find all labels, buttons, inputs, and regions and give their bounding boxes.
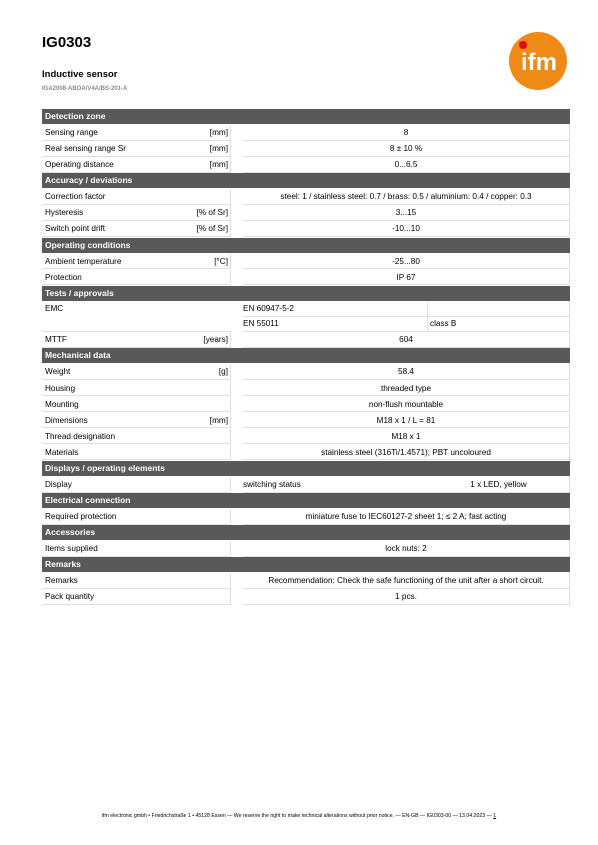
row-label: MTTF: [42, 332, 186, 348]
row-label: Required protection: [42, 509, 186, 525]
row-value: IP 67: [243, 270, 570, 286]
row-unit: [186, 573, 231, 589]
table-row-emc: [42, 302, 570, 332]
emc-standard-2: EN 55011: [243, 317, 428, 331]
row-unit: [186, 302, 231, 332]
row-label: Pack quantity: [42, 589, 186, 605]
row-unit: [186, 189, 231, 205]
row-value: miniature fuse to IEC60127-2 sheet 1; ≤ 2 A; fast acting: [243, 509, 570, 525]
table-row: [42, 221, 570, 237]
row-unit: [186, 429, 231, 445]
row-label: Thread designation: [42, 429, 186, 445]
row-label: Items supplied: [42, 541, 186, 557]
row-label: Dimensions: [42, 413, 186, 429]
row-label: Ambient temperature: [42, 254, 186, 270]
row-unit: [°C]: [186, 254, 231, 270]
row-label: Mounting: [42, 397, 186, 413]
row-label: Switch point drift: [42, 221, 186, 237]
article-code: IGA2008-ABOA/V4A/BS-201-A: [42, 86, 128, 92]
table-row: [42, 332, 570, 348]
row-value: non-flush mountable: [243, 397, 570, 413]
row-unit: [186, 381, 231, 397]
row-value: stainless steel (316Ti/1.4571); PBT uncoloured: [243, 445, 570, 461]
logo-text: ifm: [521, 49, 557, 76]
row-unit: [% of Sr]: [186, 221, 231, 237]
table-row: [42, 141, 570, 157]
row-unit: [186, 397, 231, 413]
emc-class: class B: [430, 318, 457, 328]
table-row: [42, 413, 570, 429]
row-unit: [years]: [186, 332, 231, 348]
row-label: Real sensing range Sr: [42, 141, 186, 157]
row-unit: [% of Sr]: [186, 205, 231, 221]
row-value: 8 ± 10 %: [243, 141, 570, 157]
row-value: steel: 1 / stainless steel: 0.7 / brass: 0.5 / aluminium: 0.4 / copper: 0.3: [243, 189, 570, 205]
row-unit: [mm]: [186, 125, 231, 141]
row-value: 1 pcs.: [243, 589, 570, 605]
row-unit: [186, 270, 231, 286]
display-type: switching status: [243, 480, 301, 489]
row-label: Operating distance: [42, 157, 186, 173]
row-label: Materials: [42, 445, 186, 461]
row-label: Sensing range: [42, 125, 186, 141]
table-row: [42, 589, 570, 605]
section-operating-conditions: Operating conditions: [42, 238, 570, 253]
row-unit: [mm]: [186, 413, 231, 429]
row-unit: [186, 477, 231, 493]
row-label: Remarks: [42, 573, 186, 589]
row-value: 8: [243, 125, 570, 141]
page-footer: [0, 813, 598, 819]
row-unit: [186, 445, 231, 461]
table-row: [42, 429, 570, 445]
row-value: 604: [243, 332, 570, 348]
row-label: Protection: [42, 270, 186, 286]
table-row: [42, 364, 570, 380]
page-title: IG0303: [42, 34, 92, 51]
section-accuracy: Accuracy / deviations: [42, 173, 570, 188]
row-value: -10...10: [243, 221, 570, 237]
row-value: -25...80: [243, 254, 570, 270]
row-value: 3...15: [243, 205, 570, 221]
table-row: [42, 509, 570, 525]
row-unit: [186, 589, 231, 605]
table-row: [42, 397, 570, 413]
table-row: [42, 445, 570, 461]
row-label: Weight: [42, 364, 186, 380]
table-row: [42, 254, 570, 270]
row-unit: [mm]: [186, 157, 231, 173]
row-unit: [mm]: [186, 141, 231, 157]
row-value: Recommendation: Check the safe functioning of the unit after a short circuit.: [243, 573, 570, 589]
row-label: Hysteresis: [42, 205, 186, 221]
section-remarks: Remarks: [42, 557, 570, 572]
row-value: M18 x 1 / L = 81: [243, 413, 570, 429]
row-unit: [g]: [186, 364, 231, 380]
section-electrical-connection: Electrical connection: [42, 493, 570, 508]
row-value: lock nuts: 2: [243, 541, 570, 557]
row-value: 58.4: [243, 364, 570, 380]
emc-standard-1: EN 60947-5-2: [243, 302, 428, 316]
row-label: Correction factor: [42, 189, 186, 205]
product-subtitle: Inductive sensor: [42, 69, 118, 80]
row-unit: [186, 509, 231, 525]
table-row: [42, 573, 570, 589]
table-row: [42, 189, 570, 205]
row-unit: [186, 541, 231, 557]
display-value: 1 x LED, yellow: [470, 480, 527, 489]
row-label: Housing: [42, 381, 186, 397]
row-value: M18 x 1: [243, 429, 570, 445]
page-number-link[interactable]: 1: [493, 813, 497, 819]
ifm-logo: [509, 32, 567, 90]
table-row: [42, 205, 570, 221]
table-row: [42, 125, 570, 141]
section-displays: Displays / operating elements: [42, 461, 570, 476]
table-row: [42, 381, 570, 397]
row-label: EMC: [42, 302, 186, 332]
table-row: [42, 157, 570, 173]
section-mechanical-data: Mechanical data: [42, 348, 570, 363]
footer-text: ifm electronic gmbh • Friedrichstraße 1 • 45128 Essen — We reserve the right to make technical alterations without prior notice. — EN-GB — IG0303-00 — 13.04.2023 —: [101, 813, 492, 819]
table-row: [42, 477, 570, 493]
datasheet-table: [42, 109, 570, 605]
section-tests-approvals: Tests / approvals: [42, 286, 570, 301]
section-accessories: Accessories: [42, 525, 570, 540]
table-row: [42, 270, 570, 286]
table-row: [42, 541, 570, 557]
section-detection-zone: Detection zone: [42, 109, 570, 124]
row-value: 0...6.5: [243, 157, 570, 173]
row-value: threaded type: [243, 381, 570, 397]
row-label: Display: [42, 477, 186, 493]
